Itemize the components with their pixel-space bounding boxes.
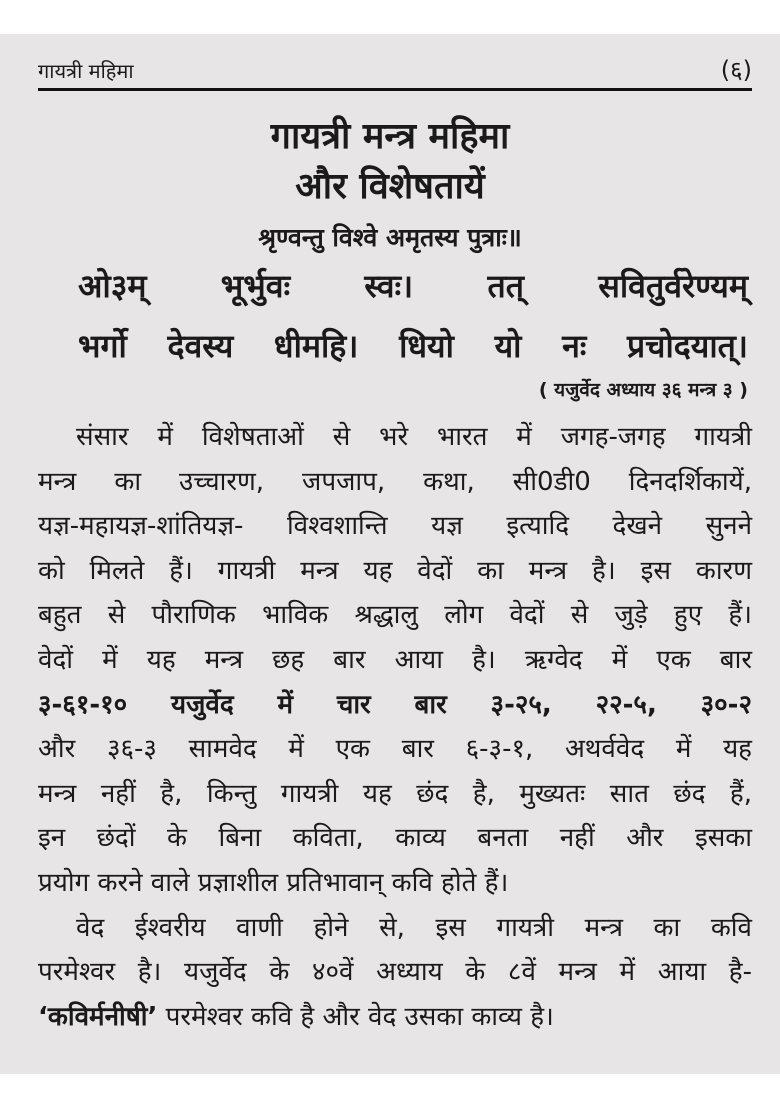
mantra-line2: भर्गो देवस्य धीमहि। धियो यो नः प्रचोदयात्। [78,327,748,365]
body-line: मन्त्र नहीं है, किन्तु गायत्री यह छंद है, मुख्यतः सात छंद हैं, [38,778,752,809]
body-line-final [38,995,752,1040]
body-line: प्रयोग करने वाले प्रज्ञाशील प्रतिभावान् कवि होते हैं। [38,867,509,898]
body-line: ३-६१-१० यजुर्वेद में चार बार ३-२५, २२-५, ३०-२ [38,689,752,720]
body-line: यज्ञ-महायज्ञ-शांतियज्ञ- विश्वशान्ति यज्ञ इत्यादि देखने सुनने [38,511,752,542]
body-line: इन छंदों के बिना कविता, काव्य बनता नहीं और इसका [38,823,752,854]
body-line: और ३६-३ सामवेद में एक बार ६-३-१, अथर्ववेद में यह [38,734,752,765]
body-text [38,415,752,1039]
shloka: श्रृण्वन्तु विश्वे अमृतस्य पुत्राः॥ [258,223,522,252]
final-line-text: परमेश्वर कवि है और वेद उसका काव्य है। [157,1001,554,1032]
body-line: परमेश्वर है। यजुर्वेद के ४०वें अध्याय के ८वें मन्त्र में आया है- [38,957,752,988]
mantra-reference: ( यजुर्वेद अध्याय ३६ मन्त्र ३ ) [538,379,748,401]
quoted-term: ‘कविर्मनीषी’ [38,1001,158,1032]
chapter-title-line1: गायत्री मन्त्र महिमा [270,116,510,157]
body-line: वेदों में यह मन्त्र छह बार आया है। ऋग्वेद में एक बार [38,644,752,675]
chapter-title-line2: और विशेषतायें [295,166,485,207]
body-line: मन्त्र का उच्चारण, जपजाप, कथा, सी0डी0 दिनदर्शिकायें, [38,466,752,497]
page-number: (६) [720,56,752,84]
running-title: गायत्री महिमा [38,59,134,83]
body-line: को मिलते हैं। गायत्री मन्त्र यह वेदों का मन्त्र है। इस कारण [38,555,752,586]
mantra-line1: ओ३म् भूर्भुवः स्वः। तत् सवितुर्वरेण्यम् [78,267,748,305]
body-line: वेद ईश्वरीय वाणी होने से, इस गायत्री मन्त्र का कवि [76,912,752,943]
body-line: बहुत से पौराणिक भाविक श्रद्धालु लोग वेदों से जुड़े हुए हैं। [38,600,752,631]
page-header [38,52,752,91]
body-line: संसार में विशेषताओं से भरे भारत में जगह-जगह गायत्री [76,422,752,452]
